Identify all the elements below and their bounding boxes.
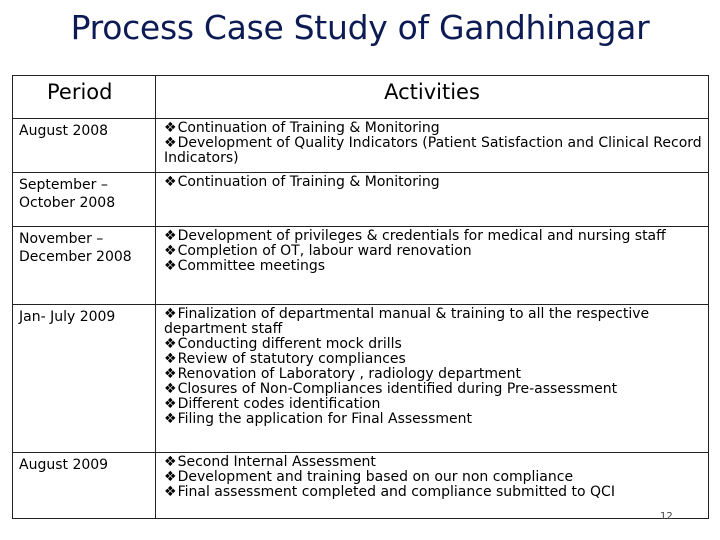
activity-item: ❖Continuation of Training & Monitoring <box>164 120 440 136</box>
table-row <box>13 227 709 305</box>
diamond-bullet-icon: ❖ <box>164 396 177 412</box>
activity-item: ❖Second Internal Assessment <box>164 454 376 470</box>
activity-item: ❖Filing the application for Final Assessment <box>164 411 472 427</box>
diamond-bullet-icon: ❖ <box>164 411 177 427</box>
table-header-row <box>13 76 709 119</box>
period-cell: September – October 2008 <box>13 173 156 227</box>
activity-item: ❖Development and training based on our non compliance <box>164 469 574 485</box>
diamond-bullet-icon: ❖ <box>164 351 177 367</box>
diamond-bullet-icon: ❖ <box>164 306 177 322</box>
diamond-bullet-icon: ❖ <box>164 469 177 485</box>
activity-item: ❖Development of Quality Indicators (Patient Satisfaction and Clinical Record Indicators) <box>164 135 702 166</box>
activities-table <box>12 75 709 519</box>
header-period: Period <box>13 76 156 119</box>
period-cell: Jan- July 2009 <box>13 305 156 453</box>
table-row <box>13 453 709 519</box>
table-row <box>13 173 709 227</box>
activity-item: ❖Final assessment completed and compliance submitted to QCI <box>164 484 615 500</box>
period-cell: August 2009 <box>13 453 156 519</box>
page-number: 12 <box>660 511 673 522</box>
page-title: Process Case Study of Gandhinagar <box>70 8 650 47</box>
activity-item: ❖Different codes identification <box>164 396 381 412</box>
diamond-bullet-icon: ❖ <box>164 120 177 136</box>
activities-cell <box>156 453 709 519</box>
diamond-bullet-icon: ❖ <box>164 174 177 190</box>
period-cell: November – December 2008 <box>13 227 156 305</box>
activities-cell <box>156 119 709 173</box>
activity-item: ❖Renovation of Laboratory , radiology department <box>164 366 521 382</box>
activity-item: ❖Review of statutory compliances <box>164 351 406 367</box>
activity-item: ❖Closures of Non-Compliances identified during Pre-assessment <box>164 381 618 397</box>
activity-item: ❖Completion of OT, labour ward renovation <box>164 243 472 259</box>
activity-item: ❖Continuation of Training & Monitoring <box>164 174 440 190</box>
activity-item: ❖Development of privileges & credentials for medical and nursing staff <box>164 228 666 244</box>
table-row <box>13 119 709 173</box>
header-activities: Activities <box>156 76 709 119</box>
period-cell: August 2008 <box>13 119 156 173</box>
activity-item: ❖Committee meetings <box>164 258 326 274</box>
activity-item: ❖Finalization of departmental manual & training to all the respective department staff <box>164 306 650 337</box>
diamond-bullet-icon: ❖ <box>164 228 177 244</box>
activities-cell <box>156 305 709 453</box>
activities-cell <box>156 173 709 227</box>
diamond-bullet-icon: ❖ <box>164 336 177 352</box>
diamond-bullet-icon: ❖ <box>164 258 177 274</box>
activities-cell <box>156 227 709 305</box>
activity-item: ❖Conducting different mock drills <box>164 336 402 352</box>
diamond-bullet-icon: ❖ <box>164 484 177 500</box>
diamond-bullet-icon: ❖ <box>164 381 177 397</box>
diamond-bullet-icon: ❖ <box>164 243 177 259</box>
table-row <box>13 305 709 453</box>
diamond-bullet-icon: ❖ <box>164 135 177 151</box>
diamond-bullet-icon: ❖ <box>164 366 177 382</box>
diamond-bullet-icon: ❖ <box>164 454 177 470</box>
